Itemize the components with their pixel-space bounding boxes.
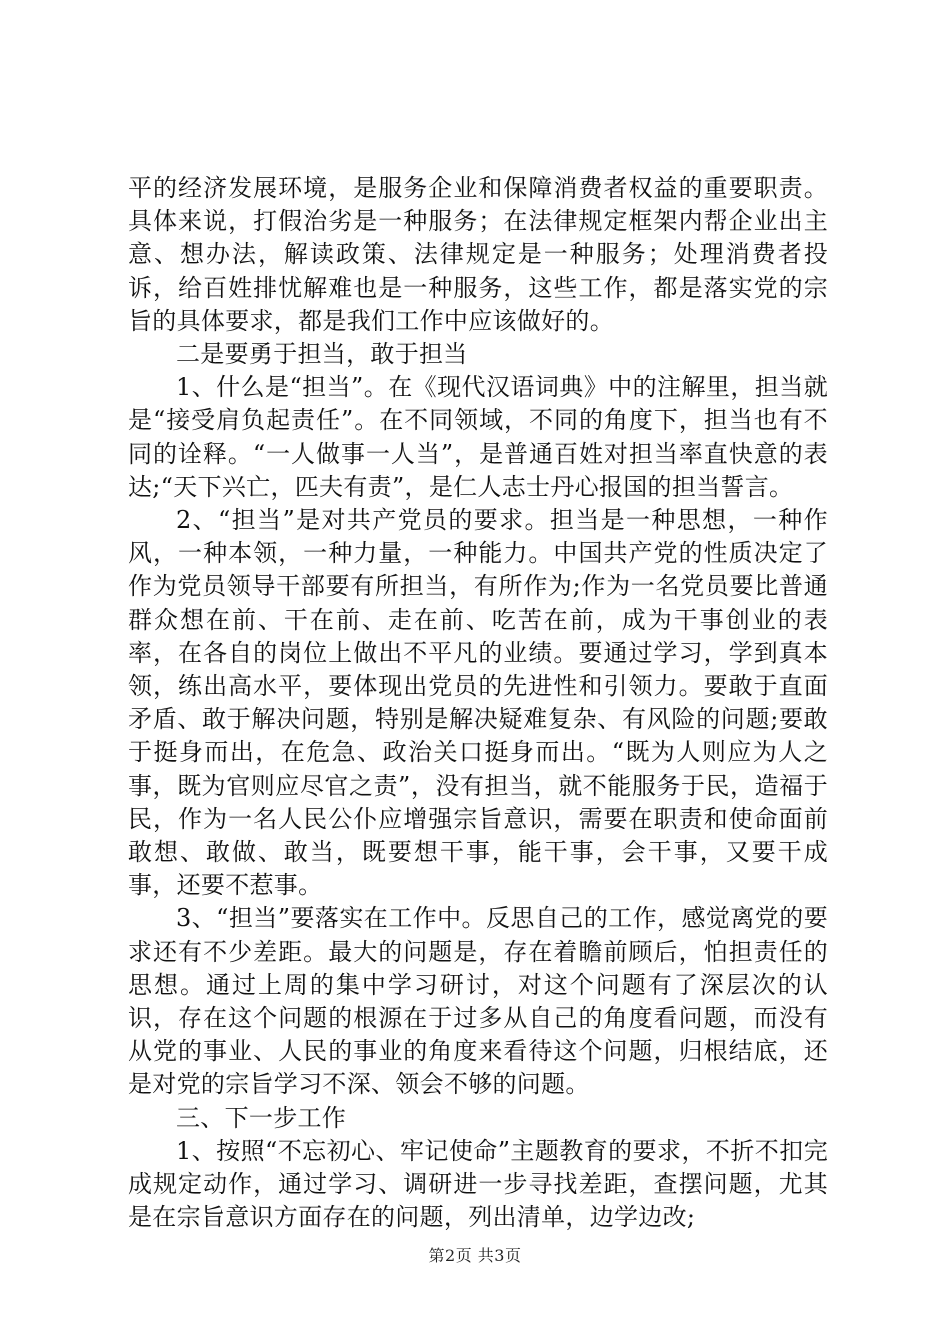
paragraph-6-heading: 三、下一步工作: [176, 1103, 347, 1132]
page-number-footer: 第2页 共3页: [428, 1246, 522, 1265]
paragraph-1: 平的经济发展环境，是服务企业和保障消费者权益的重要职责。具体来说，打假治劣是一种服务；在法律规定框架内帮企业出主意、想办法，解读政策、法律规定是一种服务；处理消费者投诉，给百姓排忧解难也是一种服务，这些工作，都是落实党的宗旨的具体要求，都是我们工作中应该做好的。: [128, 174, 828, 335]
paragraph-3: 1、什么是“担当”。在《现代汉语词典》中的注解里，担当就是“接受肩负起责任”。在不同领域，不同的角度下，担当也有不同的诠释。“一人做事一人当”，是普通百姓对担当率直快意的表达;“天下兴亡，匹夫有责”，是仁人志士丹心报国的担当誓言。: [128, 373, 828, 501]
document-body: [128, 172, 828, 1235]
paragraph-5: 3、“担当”要落实在工作中。反思自己的工作，感觉离党的要求还有不少差距。最大的问题是，存在着瞻前顾后，怕担责任的思想。通过上周的集中学习研讨，对这个问题有了深层次的认识，存在这个问题的根源在于过多从自己的角度看问题，而没有从党的事业、人民的事业的角度来看待这个问题，归根结底，还是对党的宗旨学习不深、领会不够的问题。: [128, 904, 828, 1099]
paragraph-2-heading: 二是要勇于担当，敢于担当: [176, 340, 468, 369]
paragraph-7: 1、按照“不忘初心、牢记使命”主题教育的要求，不折不扣完成规定动作，通过学习、调研进一步寻找差距，查摆问题，尤其是在宗旨意识方面存在的问题，列出清单，边学边改;: [128, 1136, 828, 1232]
paragraph-4: 2、“担当”是对共产党员的要求。担当是一种思想，一种作风，一种本领，一种力量，一种能力。中国共产党的性质决定了作为党员领导干部要有所担当，有所作为;作为一名党员要比普通群众想在前、干在前、走在前、吃苦在前，成为干事创业的表率，在各自的岗位上做出不平凡的业绩。要通过学习，学到真本领，练出高水平，要体现出党员的先进性和引领力。要敢于直面矛盾、敢于解决问题，特别是解决疑难复杂、有风险的问题;要敢于挺身而出，在危急、政治关口挺身而出。“既为人则应为人之事，既为官则应尽官之责”，没有担当，就不能服务于民，造福于民，作为一名人民公仆应增强宗旨意识，需要在职责和使命面前敢想、敢做、敢当，既要想干事，能干事，会干事，又要干成事，还要不惹事。: [128, 506, 828, 900]
